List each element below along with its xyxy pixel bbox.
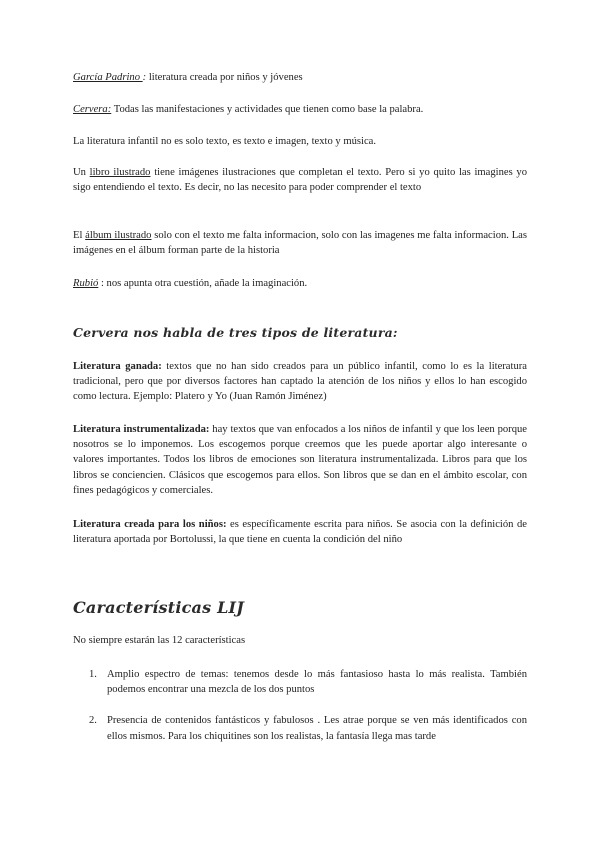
- paragraph-text: : nos apunta otra cuestión, añade la imaginación.: [98, 278, 308, 289]
- type-term: Literatura ganada:: [73, 361, 162, 372]
- type-literatura-creada: [73, 517, 527, 547]
- intro-paragraph: La literatura infantil no es solo texto, es texto e imagen, texto y música.: [73, 136, 377, 147]
- lead-text: El: [73, 230, 86, 241]
- term-libro-ilustrado: libro ilustrado: [89, 167, 151, 178]
- characteristics-note: No siempre estarán las 12 características: [73, 635, 246, 646]
- list-number: 2.: [89, 715, 97, 727]
- definition-text: literatura creada por niños y jóvenes: [146, 72, 303, 83]
- type-text: textos que no han sido creados para un público infantil, como lo es la literatura tradicional, pero que por diversos factores han captado la atención de los niños y ellos lo han escogido como lectura. Ejemplo: Platero y Yo (Juan Ramón Jiménez): [73, 361, 527, 403]
- type-term: Literatura instrumentalizada:: [73, 424, 210, 435]
- list-number: 1.: [89, 669, 97, 680]
- author-name: Rubió: [73, 278, 99, 289]
- type-literatura-instrumentalizada: [73, 422, 527, 498]
- separator: :: [142, 72, 147, 83]
- list-item-text: Amplio espectro de temas: tenemos desde lo más fantasioso hasta lo más realista. También podemos encontrar una mezcla de los dos puntos: [107, 669, 527, 696]
- definition-cervera: [73, 102, 527, 117]
- heading-characteristics: Características LIJ: [73, 598, 244, 617]
- type-text: hay textos que van enfocados a los niños de infantil y que los leen porque nosotros se lo imponemos. Los escogemos porque creemos que les puede aportar algo interesante o valores importantes. Todos los libros de emociones son literatura instrumentalizada. Libros para que los libros se conciencien. Clásicos que escogemos para ellos. Son libros que se dan en el ámbito escolar, con fines pedagógicos y comerciales.: [73, 424, 527, 496]
- rubio-paragraph: [73, 276, 527, 291]
- list-item: [73, 667, 527, 697]
- type-text: es específicamente escrita para niños. Se asocia con la definición de literatura aportada por Bortolussi, la que tiene en cuenta la condición del niño: [73, 519, 527, 546]
- paragraph-text: tiene imágenes ilustraciones que completan el texto. Pero si yo quito las imagines yo sigo entendiendo el texto. Es decir, no las necesito para poder comprender el texto: [73, 167, 528, 194]
- list-item-text: Presencia de contenidos fantásticos y fabulosos . Les atrae porque se ven más identificados con ellos mismos. Para los chiquitines son los realistas, la fantasía llega mas tarde: [107, 715, 527, 742]
- heading-literature-types: Cervera nos habla de tres tipos de literatura:: [73, 325, 398, 340]
- lead-text: Un: [73, 167, 90, 178]
- libro-ilustrado-paragraph: [73, 165, 527, 195]
- list-item: [73, 713, 527, 743]
- type-literatura-ganada: [73, 359, 527, 405]
- definition-text: Todas las manifestaciones y actividades que tienen como base la palabra.: [111, 104, 424, 115]
- term-album-ilustrado: álbum ilustrado: [85, 230, 152, 241]
- author-name: García Padrino: [73, 72, 143, 83]
- album-ilustrado-paragraph: [73, 228, 527, 258]
- author-name: Cervera:: [73, 104, 112, 115]
- type-term: Literatura creada para los niños:: [73, 519, 227, 530]
- paragraph-text: solo con el texto me falta informacion, solo con las imagenes me falta informacion. Las imágenes en el álbum forman parte de la historia: [73, 230, 527, 257]
- characteristics-list: [73, 667, 527, 744]
- definition-garcia-padrino: [73, 70, 527, 85]
